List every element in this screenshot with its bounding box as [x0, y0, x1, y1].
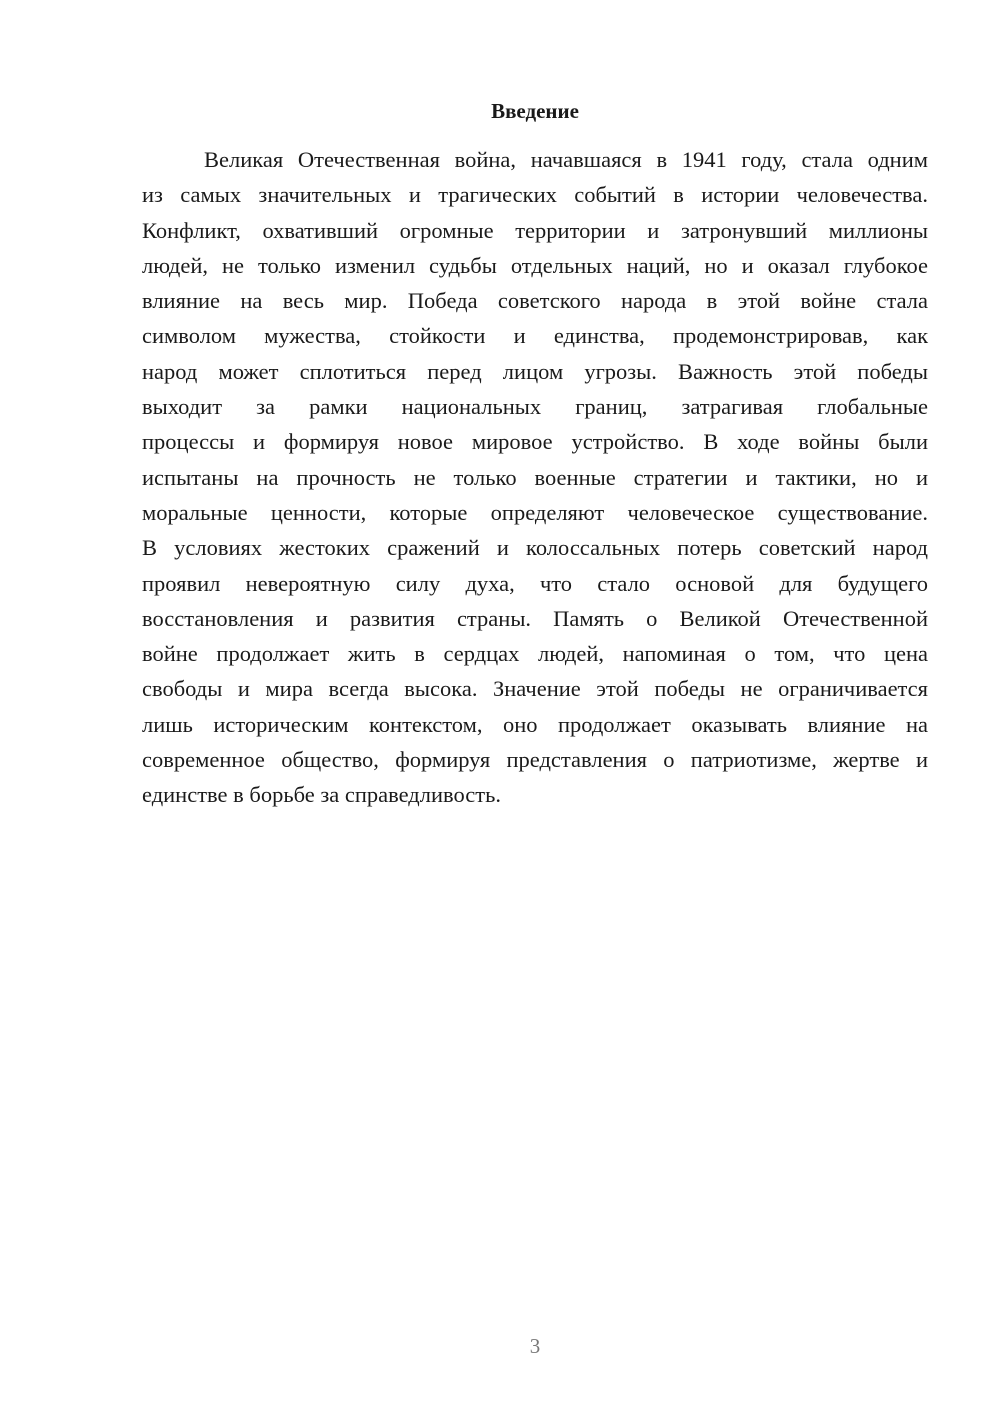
paragraph-line: Конфликт, охвативший огромные территории и затронувший миллионы	[142, 217, 928, 243]
paragraph-line: символом мужества, стойкости и единства, продемонстрировав, как	[142, 323, 928, 349]
paragraph-line: моральные ценности, которые определяют человеческое существование.	[142, 499, 928, 525]
paragraph-line: современное общество, формируя представления о патриотизме, жертве и	[142, 747, 928, 773]
paragraph-line: народ может сплотиться перед лицом угрозы. Важность этой победы	[142, 358, 928, 384]
paragraph-line: В условиях жестоких сражений и колоссальных потерь советский народ	[142, 535, 928, 561]
paragraph-line: из самых значительных и трагических событий в истории человечества.	[142, 182, 928, 208]
page-number: 3	[529, 1334, 541, 1358]
paragraph-line: лишь историческим контекстом, оно продолжает оказывать влияние на	[142, 711, 928, 737]
paragraph-line: проявил невероятную силу духа, что стало основой для будущего	[142, 570, 928, 596]
paragraph-line: выходит за рамки национальных границ, затрагивая глобальные	[142, 394, 928, 420]
paragraph-line: процессы и формируя новое мировое устройство. В ходе войны были	[142, 429, 928, 455]
paragraph-line: войне продолжает жить в сердцах людей, напоминая о том, что цена	[142, 641, 928, 667]
paragraph-line: свободы и мира всегда высока. Значение этой победы не ограничивается	[142, 676, 928, 702]
paragraph-line: восстановления и развития страны. Память о Великой Отечественной	[142, 605, 928, 631]
paragraph-line: людей, не только изменил судьбы отдельных наций, но и оказал глубокое	[142, 252, 928, 278]
paragraph-line: испытаны на прочность не только военные стратегии и тактики, но и	[142, 464, 928, 490]
body-paragraph	[142, 142, 928, 813]
page-title: Введение	[491, 99, 579, 123]
paragraph-line: влияние на весь мир. Победа советского народа в этой войне стала	[142, 288, 928, 314]
paragraph-line: Великая Отечественная война, начавшаяся в 1941 году, стала одним	[204, 147, 928, 172]
paragraph-line: единстве в борьбе за справедливость.	[142, 782, 502, 808]
